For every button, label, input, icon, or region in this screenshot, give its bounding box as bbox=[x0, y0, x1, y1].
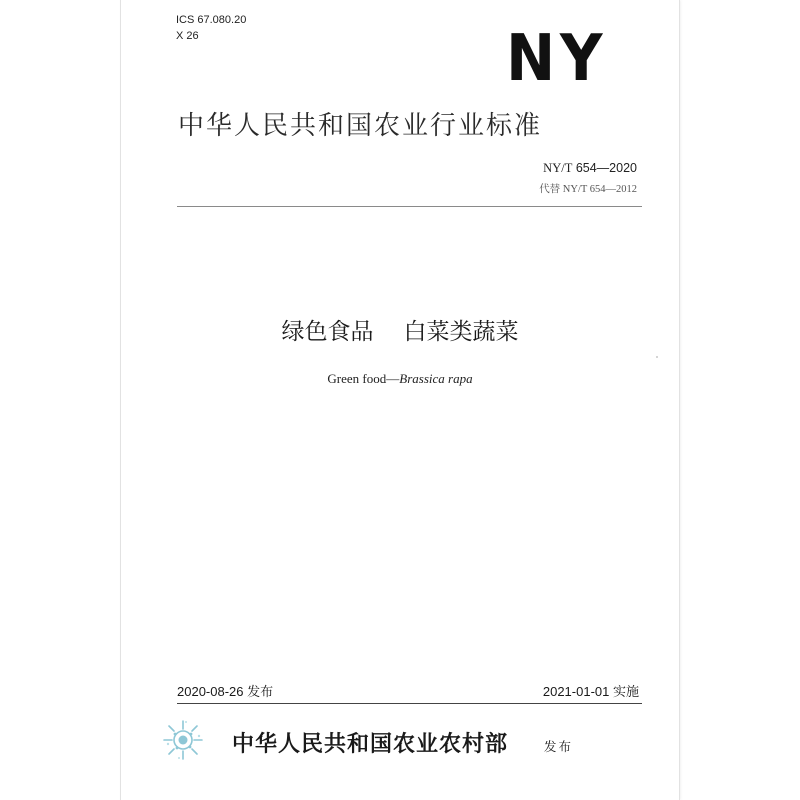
ministry-emblem-icon bbox=[161, 718, 205, 762]
english-title-plain: Green food— bbox=[327, 371, 400, 386]
classification-codes bbox=[176, 12, 246, 44]
issue-date: 2020-08-26 bbox=[177, 684, 244, 699]
standard-title: 中华人民共和国农业行业标准 bbox=[178, 111, 543, 141]
title-part-1: 绿色食品 bbox=[281, 319, 374, 345]
ny-logo: NY bbox=[506, 22, 608, 96]
document-title bbox=[0, 316, 800, 348]
issue-date-line bbox=[177, 683, 273, 701]
english-title bbox=[0, 370, 800, 388]
effective-date: 2021-01-01 bbox=[542, 684, 610, 699]
standard-number-value: 654—2020 bbox=[575, 161, 637, 175]
standard-number-prefix: NY/T bbox=[543, 161, 573, 175]
issuer-action: 发布 bbox=[544, 739, 574, 754]
ics-code: ICS 67.080.20 bbox=[176, 14, 247, 26]
issuing-authority: 中华人民共和国农业农村部 bbox=[232, 731, 509, 757]
english-title-italic: Brassica rapa bbox=[399, 371, 473, 386]
category-code: X 26 bbox=[176, 30, 199, 42]
print-speck bbox=[656, 356, 658, 358]
effective-date-line bbox=[543, 683, 639, 701]
top-divider bbox=[177, 206, 642, 207]
standard-number bbox=[543, 159, 637, 177]
replaces-note: 代替 NY/T 654—2012 bbox=[539, 184, 637, 195]
effective-label: 实施 bbox=[612, 684, 639, 699]
bottom-divider bbox=[177, 703, 642, 704]
issue-label: 发布 bbox=[247, 684, 274, 699]
title-part-2: 白菜类蔬菜 bbox=[403, 319, 519, 345]
